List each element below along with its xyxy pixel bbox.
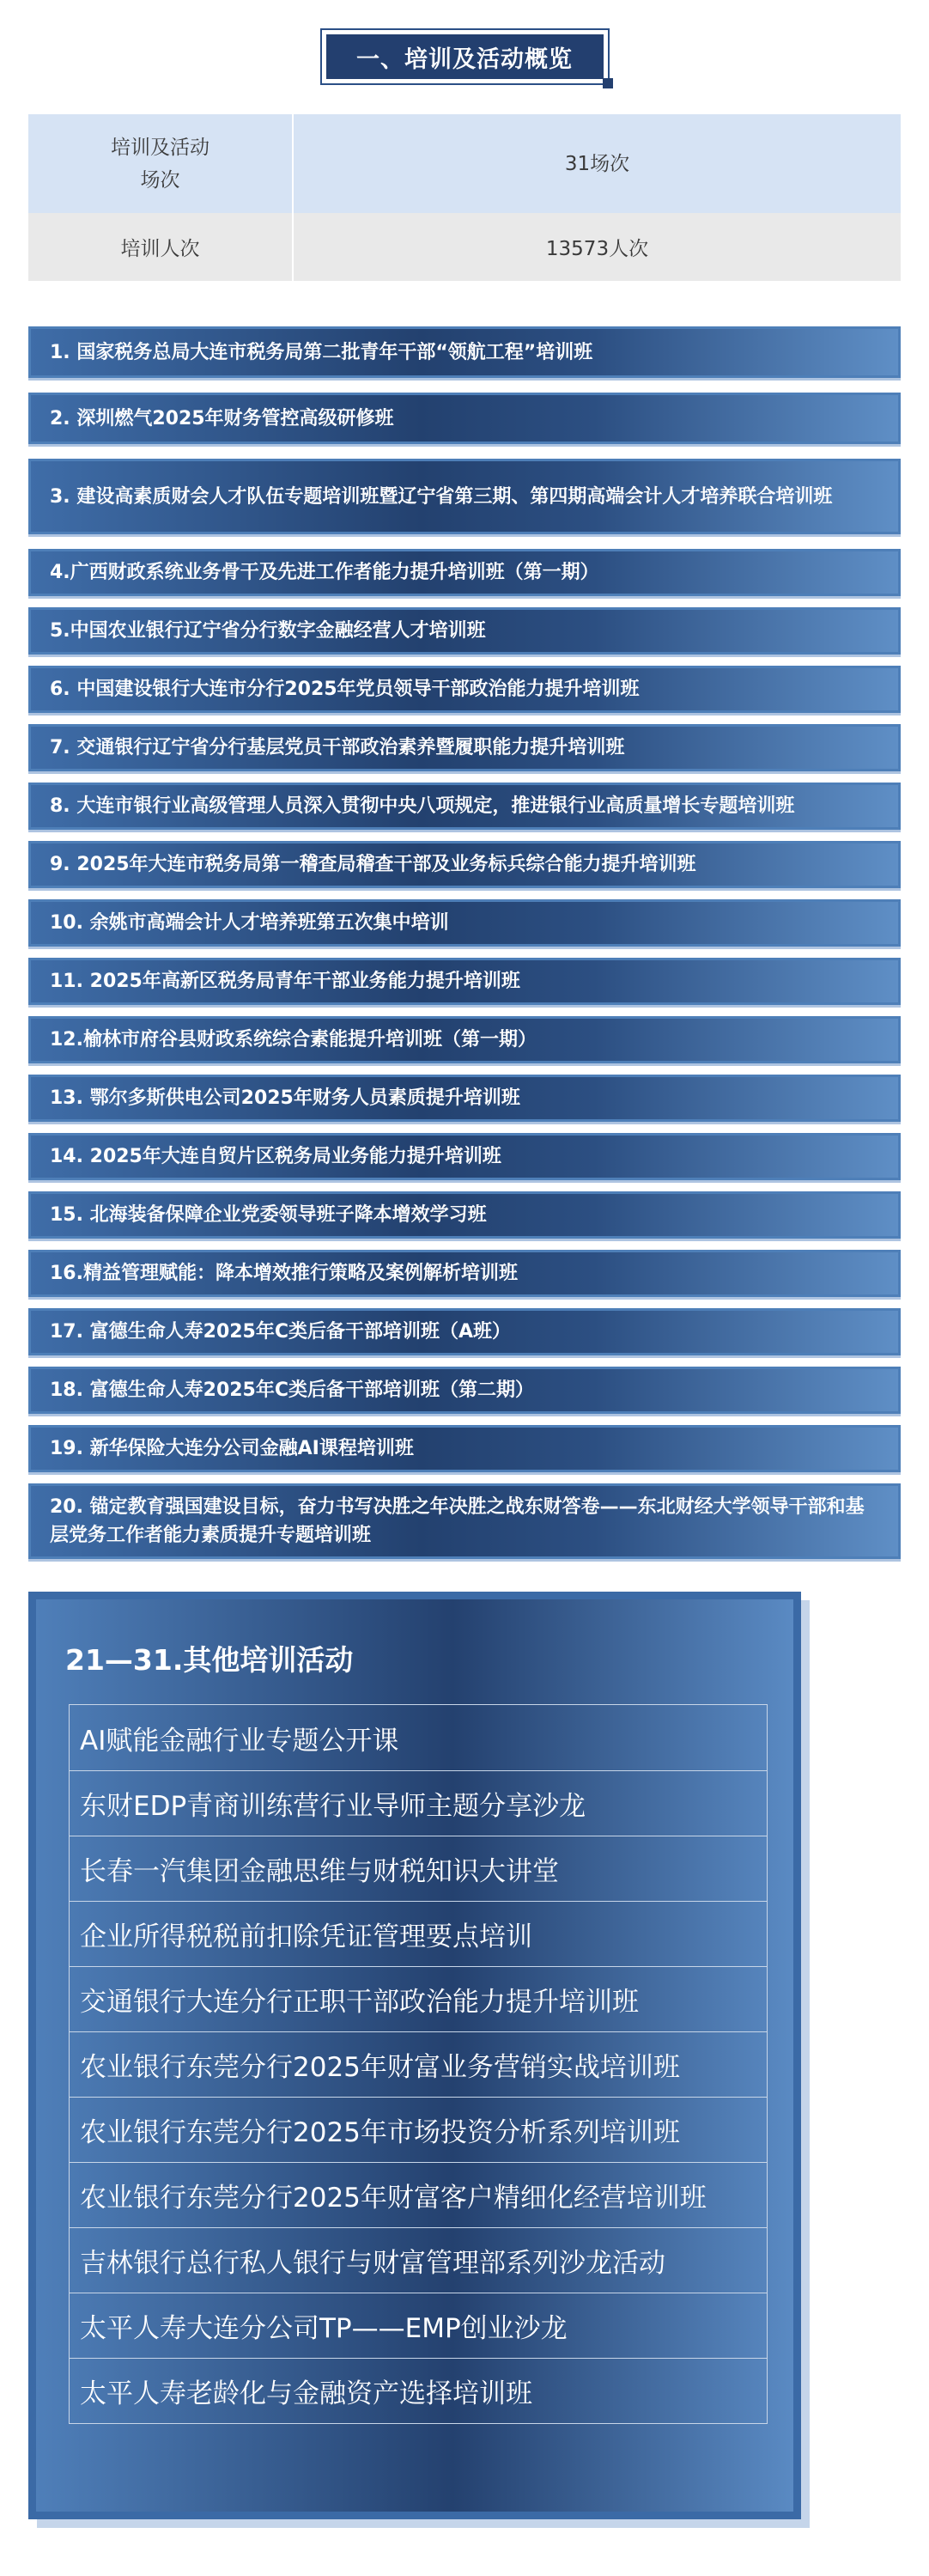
stats-label: 培训人次 — [28, 213, 293, 281]
course-item: 8. 大连市银行业高级管理人员深入贯彻中央八项规定，推进银行业高质量增长专题培训班 — [28, 783, 901, 830]
other-activity-item: 农业银行东莞分行2025年财富客户精细化经营培训班 — [70, 2162, 767, 2227]
course-item: 19. 新华保险大连分公司金融AI课程培训班 — [28, 1425, 901, 1472]
section-header — [0, 28, 929, 85]
section-title: 一、培训及活动概览 — [326, 34, 604, 79]
stats-row — [28, 114, 901, 213]
course-item: 17. 富德生命人寿2025年C类后备干部培训班（A班） — [28, 1308, 901, 1355]
course-item: 2. 深圳燃气2025年财务管控高级研修班 — [28, 393, 901, 444]
other-activity-item: 长春一汽集团金融思维与财税知识大讲堂 — [70, 1836, 767, 1901]
stats-value: 31场次 — [293, 114, 901, 213]
other-activity-item: AI赋能金融行业专题公开课 — [80, 1725, 399, 1757]
other-activity-item: 农业银行东莞分行2025年市场投资分析系列培训班 — [70, 2097, 767, 2162]
course-item: 13. 鄂尔多斯供电公司2025年财务人员素质提升培训班 — [28, 1075, 901, 1122]
course-item: 15. 北海装备保障企业党委领导班子降本增效学习班 — [28, 1191, 901, 1239]
title-corner-decoration — [603, 78, 613, 88]
other-activities-title: 21—31.其他培训活动 — [65, 1643, 354, 1677]
course-item: 1. 国家税务总局大连市税务局第二批青年干部“领航工程”培训班 — [28, 326, 901, 378]
other-activity-item: 太平人寿老龄化与金融资产选择培训班 — [70, 2358, 767, 2423]
stats-row — [28, 213, 901, 281]
stats-label-line2: 场次 — [140, 168, 180, 192]
course-item: 18. 富德生命人寿2025年C类后备干部培训班（第二期） — [28, 1367, 901, 1414]
other-activities-panel — [28, 1592, 801, 2519]
course-item: 6. 中国建设银行大连市分行2025年党员领导干部政治能力提升培训班 — [28, 666, 901, 713]
course-item: 16.精益管理赋能：降本增效推行策略及案例解析培训班 — [28, 1250, 901, 1297]
course-item: 20. 锚定教育强国建设目标，奋力书写决胜之年决胜之战东财答卷——东北财经大学领导干部和基层党务工作者能力素质提升专题培训班 — [28, 1483, 901, 1559]
other-activity-item: 东财EDP青商训练营行业导师主题分享沙龙 — [70, 1770, 767, 1836]
stats-value: 13573人次 — [293, 213, 901, 281]
section-title-box — [320, 28, 610, 85]
course-item: 5.中国农业银行辽宁省分行数字金融经营人才培训班 — [28, 607, 901, 655]
course-item: 10. 余姚市高端会计人才培养班第五次集中培训 — [28, 899, 901, 947]
course-item: 12.榆林市府谷县财政系统综合素能提升培训班（第一期） — [28, 1016, 901, 1063]
other-activity-item: 交通银行大连分行正职干部政治能力提升培训班 — [70, 1966, 767, 2031]
course-item: 3. 建设高素质财会人才队伍专题培训班暨辽宁省第三期、第四期高端会计人才培养联合培训班 — [28, 459, 901, 534]
other-activities-list — [69, 1704, 768, 2424]
course-item: 4.广西财政系统业务骨干及先进工作者能力提升培训班（第一期） — [28, 549, 901, 596]
other-activity-item: 农业银行东莞分行2025年财富业务营销实战培训班 — [70, 2031, 767, 2097]
stats-label — [28, 114, 293, 213]
course-item: 11. 2025年高新区税务局青年干部业务能力提升培训班 — [28, 958, 901, 1005]
course-item: 7. 交通银行辽宁省分行基层党员干部政治素养暨履职能力提升培训班 — [28, 724, 901, 771]
other-activity-item: 吉林银行总行私人银行与财富管理部系列沙龙活动 — [70, 2227, 767, 2293]
course-item: 14. 2025年大连自贸片区税务局业务能力提升培训班 — [28, 1133, 901, 1180]
stats-label-line1: 培训及活动 — [111, 136, 209, 159]
other-activity-item: 太平人寿大连分公司TP——EMP创业沙龙 — [70, 2293, 767, 2358]
stats-table — [28, 114, 901, 281]
other-activity-item: 企业所得税税前扣除凭证管理要点培训 — [70, 1901, 767, 1966]
course-item: 9. 2025年大连市税务局第一稽查局稽查干部及业务标兵综合能力提升培训班 — [28, 841, 901, 888]
